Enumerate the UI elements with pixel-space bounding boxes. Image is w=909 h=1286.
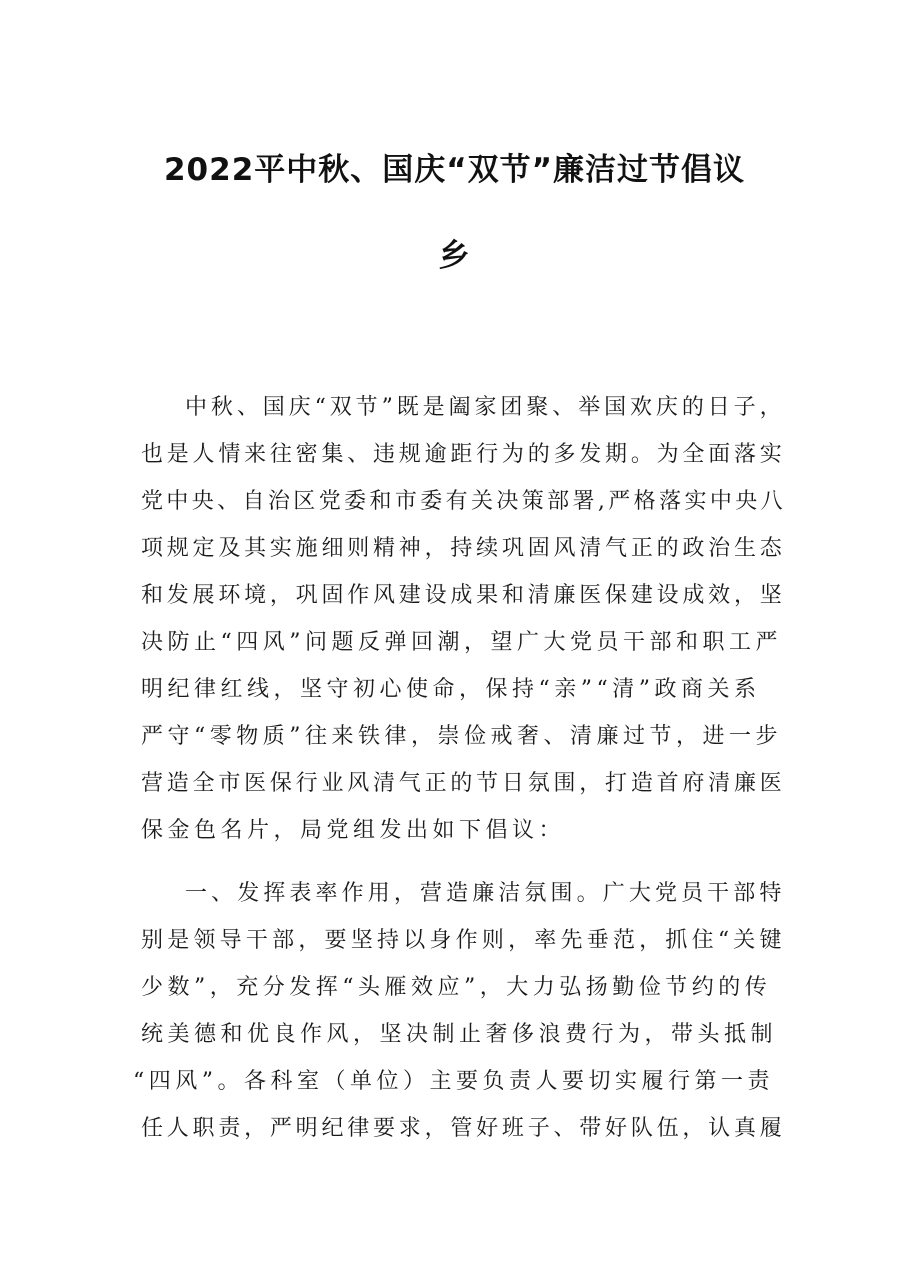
paragraph-line: 项规定及其实施细则精神，持续巩固风清气正的政治生态 [141,536,786,561]
paragraph-line: 保金色名片，局党组发出如下倡议： [141,818,566,843]
document-title: 2022平中秋、国庆“双节”廉洁过节倡议 [163,152,746,188]
paragraph-line: 少数”，充分发挥“头雁效应”，大力弘扬勤俭节约的传 [141,975,772,1000]
paragraph-line: 党中央、自治区党委和市委有关决策部署,严格落实中央八 [141,489,786,514]
document-title-continuation: 乡 [438,238,471,274]
paragraph-line: 任人职责，严明纪律要求，管好班子、带好队伍，认真履 [141,1116,786,1141]
paragraph-line: 也是人情来往密集、违规逾距行为的多发期。为全面落实 [141,442,786,467]
paragraph-line: 严守“零物质”往来铁律，崇俭戒奢、清廉过节，进一步 [141,724,782,749]
paragraph-line: 和发展环境，巩固作风建设成果和清廉医保建设成效，坚 [141,583,786,608]
paragraph-line: 别是领导干部，要坚持以身作则，率先垂范，抓住“关键 [141,928,786,953]
paragraph-line: 明纪律红线，坚守初心使命，保持“亲”“清”政商关系 [141,677,761,702]
paragraph-line: 中秋、国庆“双节”既是阖家团聚、举国欢庆的日子， [185,395,786,420]
paragraph-line: 统美德和优良作风，坚决制止奢侈浪费行为，带头抵制 [141,1022,778,1047]
paragraph-line: 决防止“四风”问题反弹回潮，望广大党员干部和职工严 [141,630,782,655]
paragraph-line: 营造全市医保行业风清气正的节日氛围，打造首府清廉医 [141,771,786,796]
paragraph-line: 一、发挥表率作用，营造廉洁氛围。广大党员干部特 [185,881,786,906]
paragraph-line: “四风”。各科室（单位）主要负责人要切实履行第一责 [133,1069,774,1094]
